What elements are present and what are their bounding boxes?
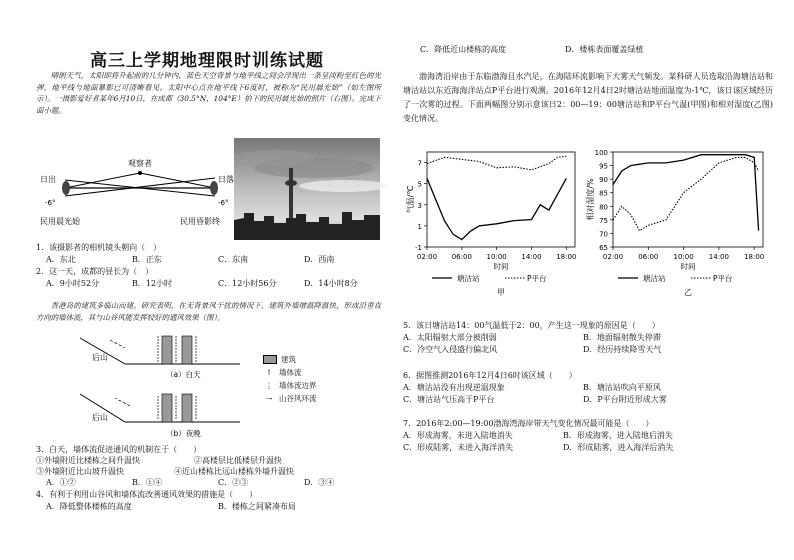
q3-option-c[interactable]: C．②③ (218, 478, 249, 487)
twilight-diagram (40, 158, 234, 233)
q7-option-c[interactable]: C．形成陆雾，未进入海洋消失 (403, 443, 514, 452)
q4-option-a[interactable]: A．降低整体楼栋的高度 (46, 502, 132, 511)
y-tick-label: 85 (599, 189, 608, 198)
chart-temperature (405, 140, 585, 306)
x-tick-label: 18:00 (744, 253, 765, 261)
page-title: 高三上学期地理限时训练试题 (90, 51, 324, 71)
x-tick-label: 10:00 (486, 253, 507, 261)
y-tick-label: 7 (417, 159, 422, 168)
building-icon (182, 336, 192, 364)
legend-valley-wind: 山谷风环流 (279, 394, 317, 403)
y-tick-label: 75 (599, 216, 608, 225)
up-arrow-icon: ↑ (265, 368, 273, 377)
q7-option-d[interactable]: D．形成陆雾，进入海洋后消失 (563, 443, 674, 452)
x-tick-label: 18:00 (556, 253, 577, 261)
dashed-boundary-icon: ⋮ (265, 381, 273, 390)
q5-option-c[interactable]: C．冷空气入侵盛行偏北风 (403, 345, 498, 354)
question-2: 2．这一天，成都的昼长为（ ） (36, 267, 154, 276)
dawn-label: 民用晨光始 (40, 217, 80, 226)
y-tick-label: 65 (599, 244, 608, 252)
q7-option-a[interactable]: A．形成海雾，未进入陆地消失 (403, 431, 513, 440)
question-6: 6．据图推测2016年12月4日6时该区域（ ） (403, 371, 577, 380)
q3-item-1: ①外墙附近比楼栋之间升温快 (36, 456, 140, 465)
x-tick-label: 14:00 (521, 253, 542, 261)
observer-label: 观察者 (128, 159, 152, 168)
q6-option-d[interactable]: D．P平台附近形成大雾 (583, 395, 667, 404)
chart-title: 甲 (497, 288, 505, 297)
fog-paragraph: 渤海湾沿岸由于东临渤海且水汽足，在海陆环流影响下大雾天气频发。某科研人员选取沿海塘沽站和塘沽站以东近海海洋站点P平台进行观测。2016年12月4日2时塘沽站地面温度为-1℃，该日该区域经历了一次雾的过程。下面两幅图分别示意该日2：00—19：00塘沽站和P平台气温(甲图)和相对湿度(乙图)变化情况。 (403, 72, 773, 123)
plot-frame (427, 152, 575, 247)
building-icon (182, 394, 192, 422)
x-axis-label: 时间 (680, 262, 696, 271)
q5-option-d[interactable]: D．经历持续降雪天气 (583, 345, 662, 354)
wind-legend (263, 353, 317, 405)
q1-option-c[interactable]: C．东南 (218, 255, 249, 264)
q5-option-b[interactable]: B．地面辐射散失停滞 (583, 333, 661, 342)
caption-night: （b）夜晚 (166, 429, 201, 438)
question-7-options-ab (403, 430, 735, 442)
y-tick-label: 1 (417, 222, 422, 231)
building-wind-diagram (70, 324, 245, 442)
building-icon (162, 336, 172, 364)
angle-left-label: -6° (45, 199, 56, 207)
q1-option-b[interactable]: B．正东 (132, 255, 162, 264)
question-6-options-cd (403, 394, 755, 406)
q3-option-a[interactable]: A．①② (46, 478, 76, 487)
y-tick-label: 100 (594, 149, 608, 157)
x-tick-label: 06:00 (451, 253, 472, 261)
y-tick-label: 80 (599, 203, 608, 212)
x-tick-label: 02:00 (602, 253, 624, 261)
question-2-options (46, 278, 390, 290)
legend-p-platform-label: P平台 (713, 274, 733, 283)
q1-option-d[interactable]: D．西南 (304, 255, 335, 264)
q5-option-a[interactable]: A．太阳辐射大部分被削弱 (403, 333, 497, 342)
question-6-options-ab (403, 382, 755, 394)
q3-item-2: ②高楼层比低楼层升温快 (194, 456, 282, 465)
q7-option-b[interactable]: B．形成海雾，进入陆地后消失 (563, 431, 673, 440)
q2-option-b[interactable]: B．12小时 (132, 279, 173, 288)
q4-option-b[interactable]: B．楼栋之间紧凑布局 (218, 502, 296, 511)
q3-item-3: ③外墙附近比山坡升温快 (36, 467, 124, 476)
series-line-tanggu (427, 178, 566, 239)
q6-option-c[interactable]: C．塘沽站气压高于P平台 (403, 395, 495, 404)
plot-frame (613, 152, 763, 247)
legend-p-platform-label: P平台 (527, 274, 547, 283)
q2-option-c[interactable]: C．12小时56分 (218, 279, 277, 288)
y-tick-label: 70 (599, 230, 608, 239)
q6-option-a[interactable]: A．塘沽站没有出现逆温现象 (403, 383, 505, 392)
sunset-label: 日落 (218, 175, 234, 184)
caption-day: （a）白天 (166, 370, 201, 379)
observer-dot (138, 171, 142, 175)
y-axis-label: 气温/℃ (406, 185, 415, 214)
y-tick-label: 95 (599, 162, 608, 171)
y-tick-label: 5 (417, 180, 422, 189)
y-axis-label: 相对湿度/% (586, 178, 595, 221)
legend-building: 建筑 (281, 355, 296, 364)
intro-paragraph: 晴朗天气，太阳即将升起前的几分钟内，蓝色天空背景与地平线之间会浮现出一条呈淡粉至红色的光弹，地平线与地面暴影已可清晰看见。太阳中心点在地平线下6度时，被称为“民用晨光始”（如左图所示）。一摄影爱好者某年6月10日，在成都（30.5°N，104°E）拍下的民用晨光始的照片（右图）。完成下面小题。 (36, 71, 381, 115)
legend-wall-flow-boundary: 墙体流边界 (279, 381, 317, 390)
dusk-label: 民用昏影终 (180, 217, 220, 226)
q2-option-d[interactable]: D．14小时8分 (304, 279, 358, 288)
question-5-options-cd (403, 344, 755, 356)
q4-option-d[interactable]: D．楼栋表面覆盖绿植 (565, 45, 644, 54)
tower-icon (289, 168, 293, 218)
dashed-arrow-icon: ⇢ (265, 394, 273, 403)
sun-left-icon (62, 181, 70, 195)
x-tick-label: 10:00 (673, 253, 694, 261)
question-4: 4．有利于利用山谷风和墙体流改善通风效果的措施是（ ） (36, 490, 258, 499)
building-icon (162, 394, 172, 422)
y-tick-label: 90 (599, 176, 608, 185)
legend-wall-flow: 墙体流 (279, 368, 302, 377)
mountain-night-label: 后山 (92, 413, 108, 422)
question-5-options-ab (403, 332, 755, 344)
question-7-options-cd (403, 442, 735, 454)
q3-option-b[interactable]: B．①④ (132, 478, 162, 487)
question-7: 7．2016年2:00—19:00渤海湾海岸带天气变化情况最可能是（ ） (403, 419, 654, 428)
q6-option-b[interactable]: B．塘沽站吹向平原风 (583, 383, 661, 392)
question-1: 1．该摄影者的相机镜头朝向（ ） (36, 243, 162, 252)
series-line-tanggu (613, 155, 759, 231)
legend-tanggu-label: 塘沽站 (643, 274, 666, 283)
question-4-options-cd (420, 44, 737, 56)
question-3-options (46, 477, 390, 489)
q3-item-4: ④近山楼栋比远山楼栋外墙升温快 (174, 467, 294, 476)
mountain-day-label: 后山 (92, 353, 108, 362)
question-4-options (46, 501, 390, 513)
wind-paragraph: 香港岛的建筑多临山而建。研究表明，在无背景风干扰的情况下，建筑外墙增温降温快，形成沿垂直方向的墙体流，其与山谷风能发挥较好的通风效果（图）。 (36, 301, 381, 322)
sunrise-label: 日出 (40, 175, 56, 184)
angle-right-label: -6° (218, 199, 229, 207)
q3-option-d[interactable]: D．③④ (304, 478, 335, 487)
q2-option-a[interactable]: A．9小时52分 (46, 279, 100, 288)
question-3: 3．白天，墙体流促进通风的机制在于（ ） (36, 445, 202, 454)
sight-line-left (65, 173, 140, 188)
question-1-options (46, 254, 390, 266)
q4-option-c[interactable]: C．降低近山楼栋的高度 (420, 45, 507, 54)
x-tick-label: 02:00 (416, 253, 438, 261)
city-dawn-photo (234, 138, 380, 240)
q1-option-a[interactable]: A．东北 (46, 255, 76, 264)
x-axis-label: 时间 (493, 262, 509, 271)
chart-title: 乙 (684, 288, 692, 297)
x-tick-label: 06:00 (638, 253, 659, 261)
y-tick-label: -1 (415, 244, 422, 252)
series-line-p-platform (427, 156, 566, 170)
y-tick-label: 3 (417, 201, 422, 210)
sun-right-icon (210, 181, 218, 195)
x-tick-label: 14:00 (708, 253, 729, 261)
question-5: 5．该日塘沽站14：00气温低于2：00，产生这一现象的原因是（ ） (403, 321, 660, 330)
series-line-p-platform (613, 157, 759, 230)
chart-humidity (585, 140, 775, 306)
legend-building-swatch (263, 355, 277, 364)
legend-tanggu-label: 塘沽站 (457, 274, 480, 283)
